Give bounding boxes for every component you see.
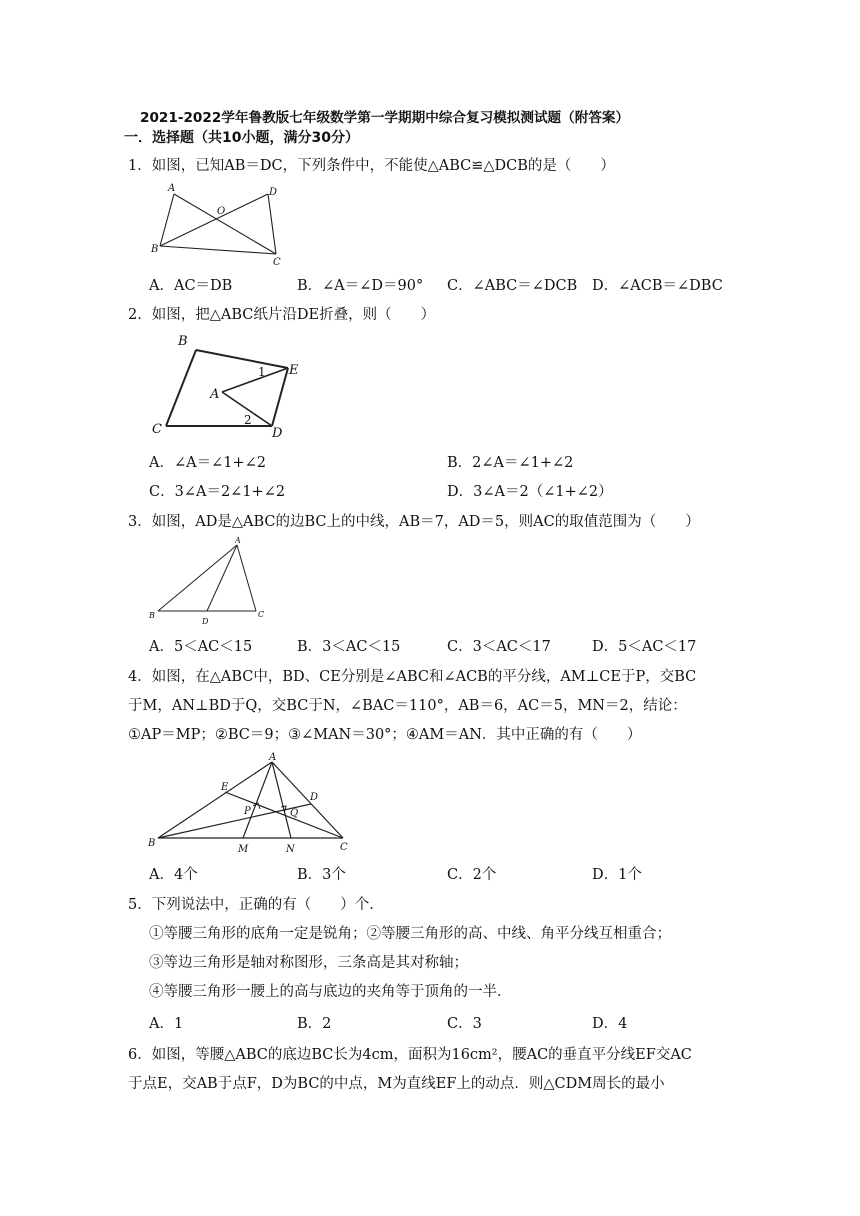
q3-option-d: D．5＜AC＜17 bbox=[592, 639, 697, 655]
q2-label-a: A bbox=[210, 387, 220, 402]
q3-label-c: C bbox=[258, 610, 265, 619]
question-5-statement-4: ④等腰三角形一腰上的高与底边的夹角等于顶角的一半． bbox=[149, 984, 512, 1000]
question-5-stem: 5．下列说法中，正确的有（ ）个． bbox=[128, 897, 384, 913]
question-2-stem: 2．如图，把△ABC纸片沿DE折叠，则（ ） bbox=[128, 307, 436, 323]
q5-option-b: B．2 bbox=[297, 1016, 332, 1032]
q4-option-b: B．3个 bbox=[297, 867, 346, 883]
q1-label-o: O bbox=[217, 206, 226, 217]
q4-label-p: P bbox=[244, 806, 251, 817]
question-3-stem: 3．如图，AD是△ABC的边BC上的中线，AB＝7，AD＝5，则AC的取值范围为（ ） bbox=[128, 514, 700, 530]
q3-label-a: A bbox=[235, 536, 241, 545]
q1-option-d: D．∠ACB＝∠DBC bbox=[592, 278, 723, 294]
q1-label-d: D bbox=[269, 187, 278, 198]
q2-label-1: 1 bbox=[258, 365, 266, 379]
q1-option-a: A．AC＝DB bbox=[149, 278, 233, 294]
q1-label-c: C bbox=[273, 257, 281, 268]
q4-label-q: Q bbox=[290, 808, 299, 819]
question-2-figure bbox=[148, 330, 318, 445]
q2-label-e: E bbox=[289, 363, 299, 378]
q4-option-c: C．2个 bbox=[447, 867, 497, 883]
q5-option-c: C．3 bbox=[447, 1016, 482, 1032]
question-1-figure bbox=[140, 182, 290, 268]
q2-option-b: B．2∠A＝∠1+∠2 bbox=[447, 455, 574, 471]
question-5-statement-3: ③等边三角形是轴对称图形，三条高是其对称轴； bbox=[149, 955, 468, 971]
q4-label-n: N bbox=[286, 844, 295, 855]
q4-label-b: B bbox=[148, 838, 156, 849]
question-6-line-1: 6．如图，等腰△ABC的底边BC长为4cm，面积为16cm²，腰AC的垂直平分线EF交AC bbox=[128, 1047, 692, 1063]
q1-option-c: C．∠ABC＝∠DCB bbox=[447, 278, 578, 294]
q4-label-e: E bbox=[221, 782, 229, 793]
question-5-statement-1-2: ①等腰三角形的底角一定是锐角；②等腰三角形的高、中线、角平分线互相重合； bbox=[149, 926, 671, 942]
q2-label-b: B bbox=[178, 334, 188, 349]
question-6-line-2: 于点E，交AB于点F，D为BC的中点，M为直线EF上的动点．则△CDM周长的最小 bbox=[128, 1076, 665, 1092]
question-3-figure bbox=[140, 535, 280, 630]
q3-label-b: B bbox=[149, 611, 155, 620]
question-4-line-2: 于M，AN⊥BD于Q，交BC于N，∠BAC＝110°，AB＝6，AC＝5，MN＝2，结论： bbox=[128, 698, 687, 714]
q1-label-b: B bbox=[151, 244, 159, 255]
question-1-stem: 1．如图，已知AB＝DC，下列条件中，不能使△ABC≌△DCB的是（ ） bbox=[128, 158, 615, 174]
question-4-line-3: ①AP＝MP；②BC＝9；③∠MAN＝30°；④AM＝AN．其中正确的有（ ） bbox=[128, 727, 642, 743]
q5-option-a: A．1 bbox=[149, 1016, 184, 1032]
q2-label-c: C bbox=[152, 422, 162, 437]
question-4-figure bbox=[145, 748, 355, 858]
q4-label-m: M bbox=[238, 844, 249, 855]
q4-option-d: D．1个 bbox=[592, 867, 642, 883]
document-title: 2021-2022学年鲁教版七年级数学第一学期期中综合复习模拟测试题（附答案） bbox=[140, 110, 630, 126]
q2-option-a: A．∠A＝∠1+∠2 bbox=[149, 455, 266, 471]
q2-option-d: D．3∠A＝2（∠1+∠2） bbox=[447, 484, 613, 500]
q4-label-d: D bbox=[310, 792, 319, 803]
q4-label-a: A bbox=[269, 752, 277, 763]
question-4-line-1: 4．如图，在△ABC中，BD、CE分别是∠ABC和∠ACB的平分线，AM⊥CE于P，交BC bbox=[128, 669, 697, 685]
q4-option-a: A．4个 bbox=[149, 867, 198, 883]
q3-label-d: D bbox=[202, 617, 209, 626]
q1-label-a: A bbox=[168, 183, 176, 194]
section-heading: 一．选择题（共10小题，满分30分） bbox=[124, 130, 359, 146]
q2-label-d: D bbox=[272, 426, 283, 441]
q3-option-c: C．3＜AC＜17 bbox=[447, 639, 551, 655]
q2-option-c: C．3∠A＝2∠1+∠2 bbox=[149, 484, 286, 500]
q3-option-a: A．5＜AC＜15 bbox=[149, 639, 253, 655]
q1-option-b: B．∠A＝∠D＝90° bbox=[297, 278, 424, 294]
q3-option-b: B．3＜AC＜15 bbox=[297, 639, 401, 655]
q4-label-c: C bbox=[340, 842, 348, 853]
q5-option-d: D．4 bbox=[592, 1016, 628, 1032]
q2-label-2: 2 bbox=[244, 413, 252, 427]
